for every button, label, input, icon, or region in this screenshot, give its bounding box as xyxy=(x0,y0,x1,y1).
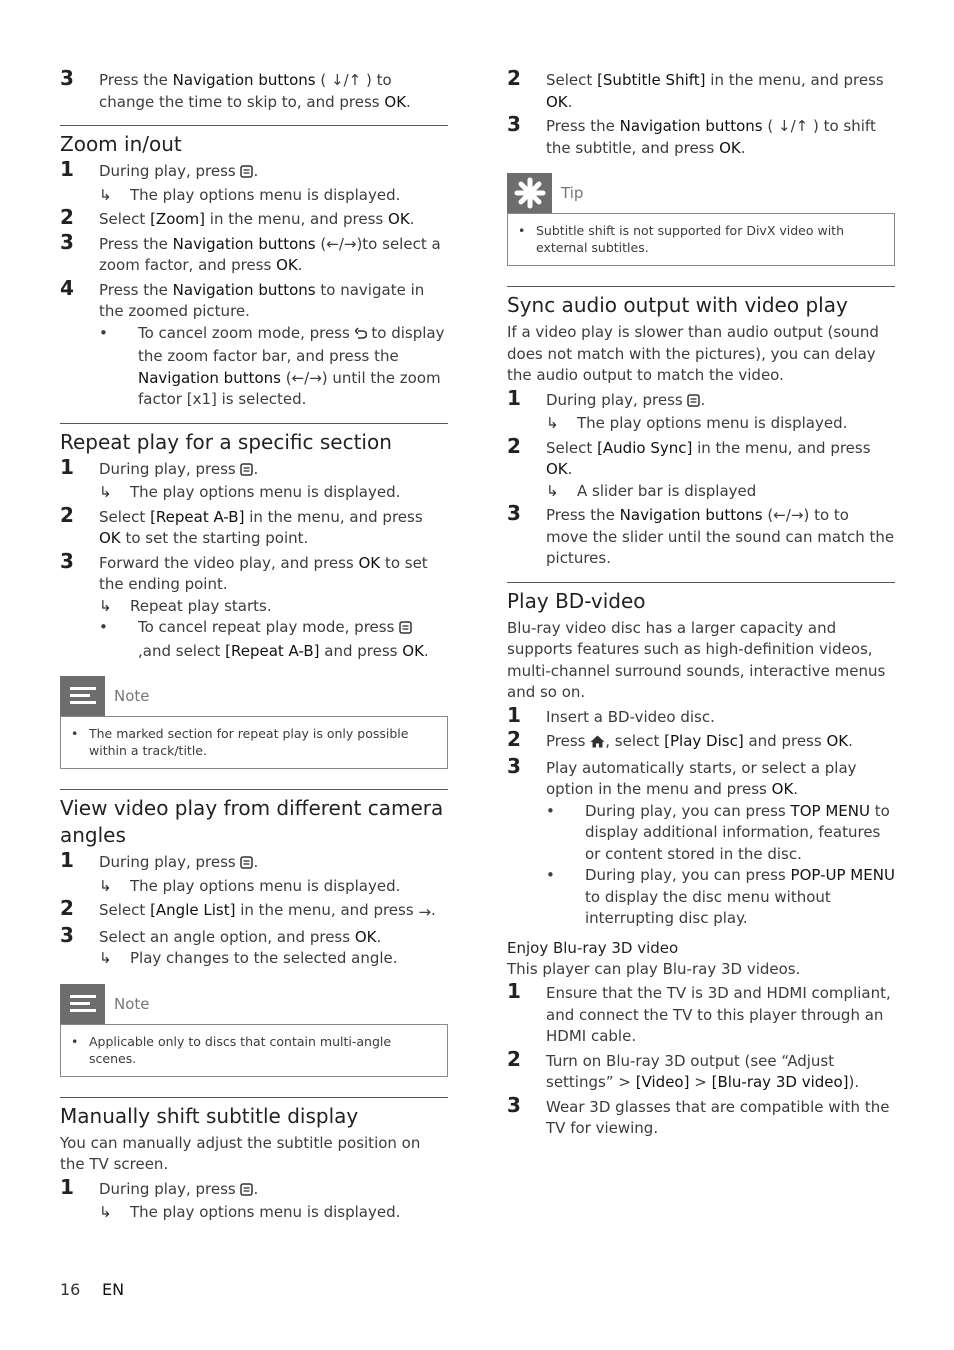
options-icon xyxy=(687,392,700,414)
step-1: 1 Insert a BD-video disc. xyxy=(507,702,715,727)
section-intro: You can manually adjust the subtitle position on the TV screen. xyxy=(60,1133,421,1173)
step-2: 2 Turn on Blu-ray 3D output (see “Adjust settings” > [Video] > [Blu-ray 3D video]). xyxy=(507,1046,860,1091)
step-3: 3 Press the Navigation buttons (←/→)to select a zoom factor, and press OK. xyxy=(60,229,441,274)
note-box: Note • The marked section for repeat play is only possible within a track/title. xyxy=(60,676,448,769)
tip-box: Tip • Subtitle shift is not supported for DivX video with external subtitles. xyxy=(507,173,895,266)
right-column xyxy=(507,66,895,1140)
section-title-repeat: Repeat play for a specific section xyxy=(60,423,448,456)
result: ↳ The play options menu is displayed. xyxy=(99,483,401,501)
step-2: 2 Select [Subtitle Shift] in the menu, and press OK. xyxy=(507,66,884,111)
step-1: 1 During play, press . xyxy=(507,390,895,414)
note-icon xyxy=(60,676,105,716)
tip-icon xyxy=(507,173,552,213)
left-column xyxy=(60,66,448,1224)
options-icon xyxy=(240,1181,253,1203)
back-icon xyxy=(355,325,367,347)
subsection-title-3d: Enjoy Blu-ray 3D video xyxy=(507,938,679,957)
step-2: 2 Select [Angle List] in the menu, and press →. xyxy=(60,900,448,924)
step-3: 3 Forward the video play, and press OK to set the ending point. xyxy=(60,548,428,593)
result: ↳ The play options menu is displayed. xyxy=(99,185,401,204)
step-3: 3 Press the Navigation buttons ( ↓/↑ ) to shift the subtitle, and press OK. xyxy=(507,112,876,157)
home-icon xyxy=(590,733,605,755)
section-intro: If a video play is slower than audio output (sound does not match with the pictures), you can delay the audio output to match the video. xyxy=(507,323,879,384)
step-1: 1 During play, press . xyxy=(60,459,448,483)
step-1: 1 During play, press . xyxy=(60,161,448,185)
bullet: • During play, you can press POP-UP MENU to display the disc menu without interrupting disc play. xyxy=(546,866,895,927)
language-code: EN xyxy=(102,1280,125,1299)
result: ↳ Repeat play starts. xyxy=(99,596,272,615)
bullet: • During play, you can press TOP MENU to display additional information, features or content stored in the disc. xyxy=(546,801,890,863)
step-2: 2 Select [Zoom] in the menu, and press OK. xyxy=(60,205,415,229)
section-title-zoom: Zoom in/out xyxy=(60,125,448,158)
step-1: 1 During play, press . xyxy=(60,852,448,876)
section-title-angles: View video play from different camera angles xyxy=(60,789,448,849)
step-2: 2 Select [Repeat A-B] in the menu, and press OK to set the starting point. xyxy=(60,502,423,547)
subsection-intro: This player can play Blu-ray 3D videos. xyxy=(507,959,801,978)
section-title-sync: Sync audio output with video play xyxy=(507,286,895,319)
right-arrow-icon: → xyxy=(418,903,432,921)
result: ↳ The play options menu is displayed. xyxy=(546,414,848,432)
bullet: • To cancel zoom mode, press to display the zoom factor bar, and press the Navigation buttons (←/→) until the zoom factor [x1] is selected. xyxy=(99,323,445,408)
step-3: 3 Play automatically starts, or select a play option in the menu and press OK. xyxy=(507,753,857,798)
section-intro: Blu-ray video disc has a larger capacity and supports features such as high-definition videos, multi-channel surround sounds, interactive menus and so on. xyxy=(507,618,886,701)
bullet: • To cancel repeat play mode, press ,and select [Repeat A-B] and press OK. xyxy=(99,618,429,660)
step-2: 2 Select [Audio Sync] in the menu, and press OK. xyxy=(507,433,871,478)
section-title-bd: Play BD-video xyxy=(507,582,895,615)
result: ↳ The play options menu is displayed. xyxy=(99,876,401,895)
result: ↳ The play options menu is displayed. xyxy=(99,1203,401,1221)
step-1: 1 Ensure that the TV is 3D and HDMI compliant, and connect the TV to this player through an HDMI cable. xyxy=(507,979,891,1045)
step-1: 1 During play, press . xyxy=(60,1179,448,1203)
options-icon xyxy=(240,461,253,483)
step-3: 3 Select an angle option, and press OK. xyxy=(60,922,382,947)
note-icon xyxy=(60,984,105,1024)
options-icon xyxy=(240,163,253,185)
step-3: 3 Wear 3D glasses that are compatible with the TV for viewing. xyxy=(507,1092,890,1137)
result: ↳ A slider bar is displayed xyxy=(546,481,757,500)
result: ↳ Play changes to the selected angle. xyxy=(99,949,398,967)
options-icon xyxy=(240,854,253,876)
step-4: 4 Press the Navigation buttons to navigate in the zoomed picture. xyxy=(60,275,425,320)
options-icon xyxy=(399,619,412,641)
page-number: 16 xyxy=(60,1280,81,1299)
step-3: 3 Press the Navigation buttons ( ↓/↑ ) to change the time to skip to, and press OK. xyxy=(60,66,411,111)
step-2: 2 Press , select [Play Disc] and press OK. xyxy=(507,731,895,755)
note-box: Note • Applicable only to discs that contain multi-angle scenes. xyxy=(60,984,448,1077)
step-3: 3 Press the Navigation buttons (←/→) to to move the slider until the sound can match the pictures. xyxy=(507,501,895,567)
section-title-subtitle: Manually shift subtitle display xyxy=(60,1097,448,1130)
